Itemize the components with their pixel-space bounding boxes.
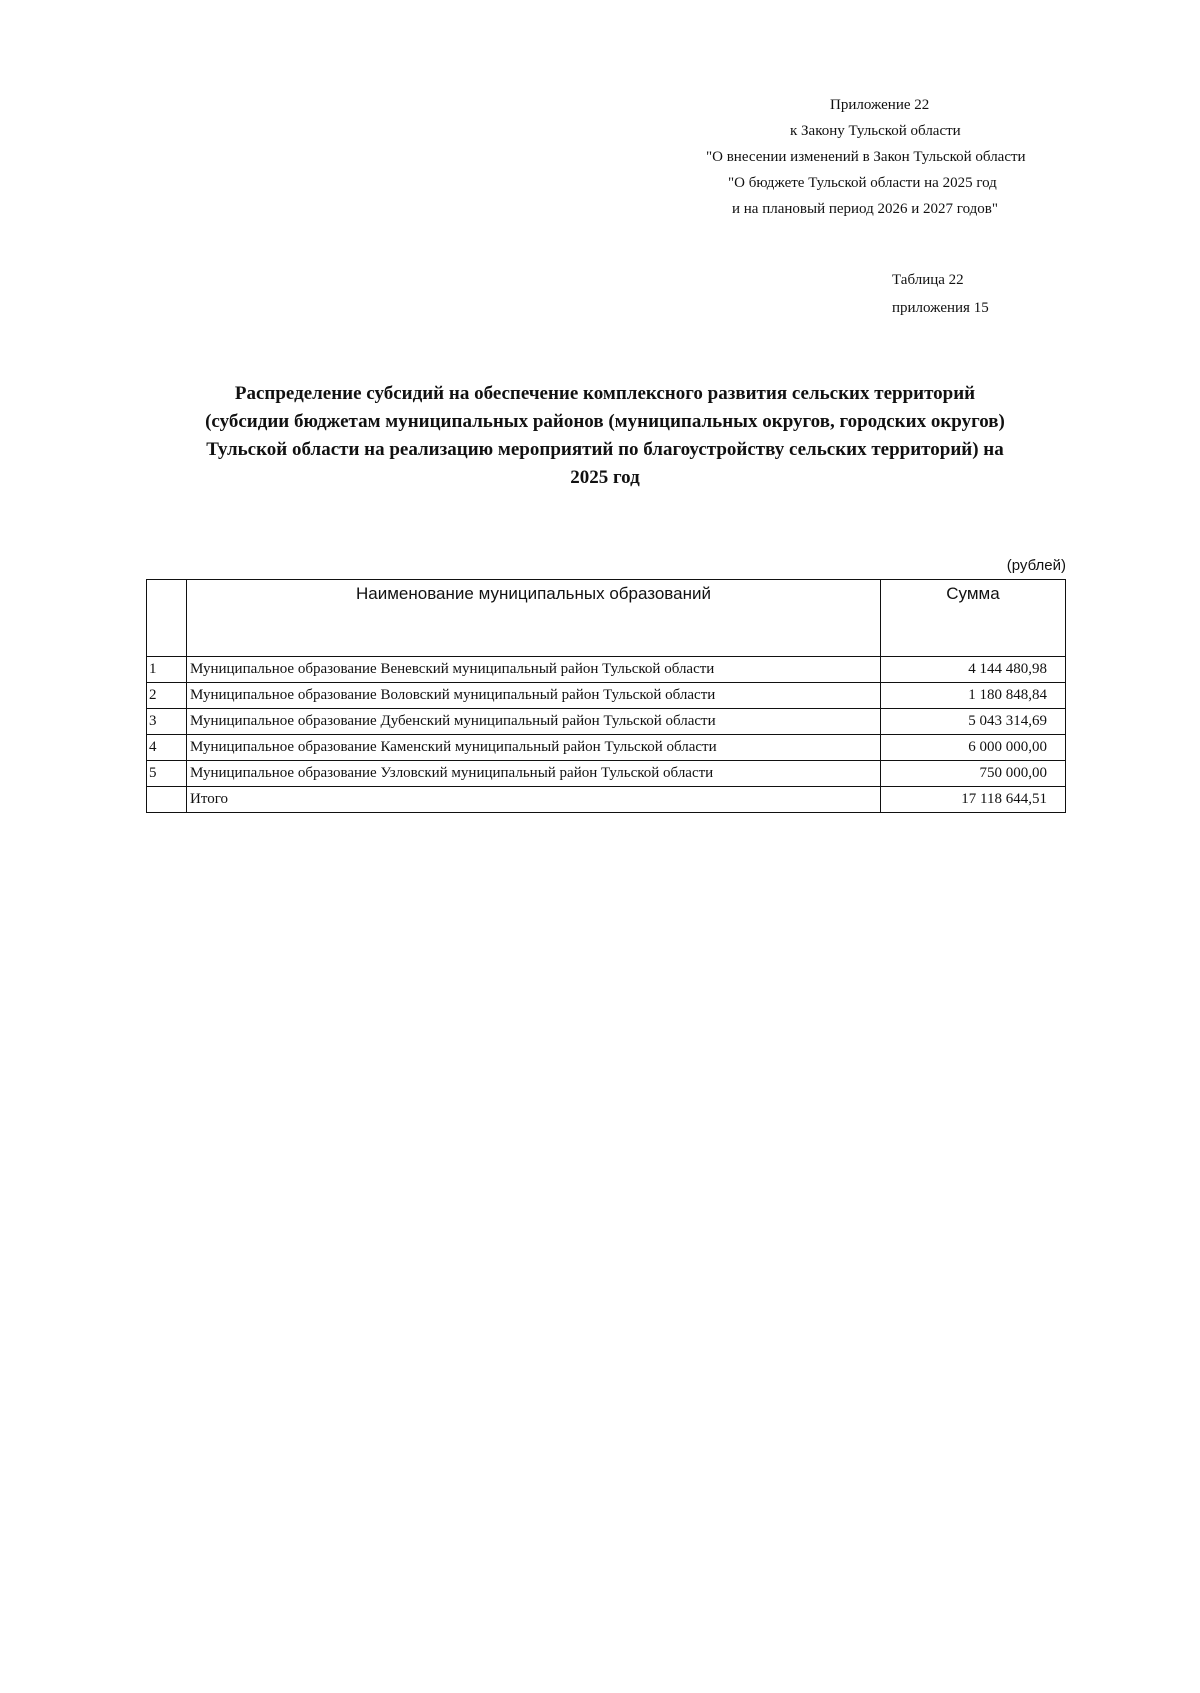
total-label: Итого [187,787,881,813]
row-name: Муниципальное образование Узловский муниципальный район Тульской области [187,761,881,787]
title-line: (субсидии бюджетам муниципальных районов (муниципальных округов, городских округов) [205,411,1005,432]
row-name: Муниципальное образование Воловский муниципальный район Тульской области [187,683,881,709]
title-line: Распределение субсидий на обеспечение комплексного развития сельских территорий [234,383,976,404]
table-header-row [147,580,1066,657]
table-reference [892,266,989,322]
row-name: Муниципальное образование Веневский муниципальный район Тульской области [187,657,881,683]
appendix-header [640,92,1080,222]
title-line: 2025 год [570,467,640,488]
row-number: 3 [147,709,187,735]
header-sum: Сумма [881,580,1066,657]
appendix-header-line: "О внесении изменений в Закон Тульской области [706,149,1026,165]
table-row [147,709,1066,735]
table-row [147,735,1066,761]
row-number: 1 [147,657,187,683]
total-row [147,787,1066,813]
subsidy-table [146,579,1066,813]
total-sum: 17 118 644,51 [881,787,1066,813]
row-sum: 5 043 314,69 [881,709,1066,735]
row-sum: 1 180 848,84 [881,683,1066,709]
title-line: Тульской области на реализацию мероприятий по благоустройству сельских территорий) на [206,439,1004,460]
table-row [147,761,1066,787]
appendix-header-line: и на плановый период 2026 и 2027 годов" [732,201,998,217]
table-row [147,657,1066,683]
appendix-header-line: "О бюджете Тульской области на 2025 год [728,175,997,191]
table-reference-line: приложения 15 [892,300,989,316]
total-number [147,787,187,813]
row-sum: 6 000 000,00 [881,735,1066,761]
appendix-header-line: к Закону Тульской области [790,123,961,139]
table-row [147,683,1066,709]
units-note: (рублей) [1006,557,1066,574]
row-sum: 4 144 480,98 [881,657,1066,683]
row-name: Муниципальное образование Каменский муниципальный район Тульской области [187,735,881,761]
row-number: 5 [147,761,187,787]
row-number: 2 [147,683,187,709]
header-name: Наименование муниципальных образований [187,580,881,657]
row-sum: 750 000,00 [881,761,1066,787]
document-title [130,380,1080,492]
appendix-header-line: Приложение 22 [830,97,930,113]
row-number: 4 [147,735,187,761]
table-reference-line: Таблица 22 [892,272,964,288]
row-name: Муниципальное образование Дубенский муниципальный район Тульской области [187,709,881,735]
header-num [147,580,187,657]
